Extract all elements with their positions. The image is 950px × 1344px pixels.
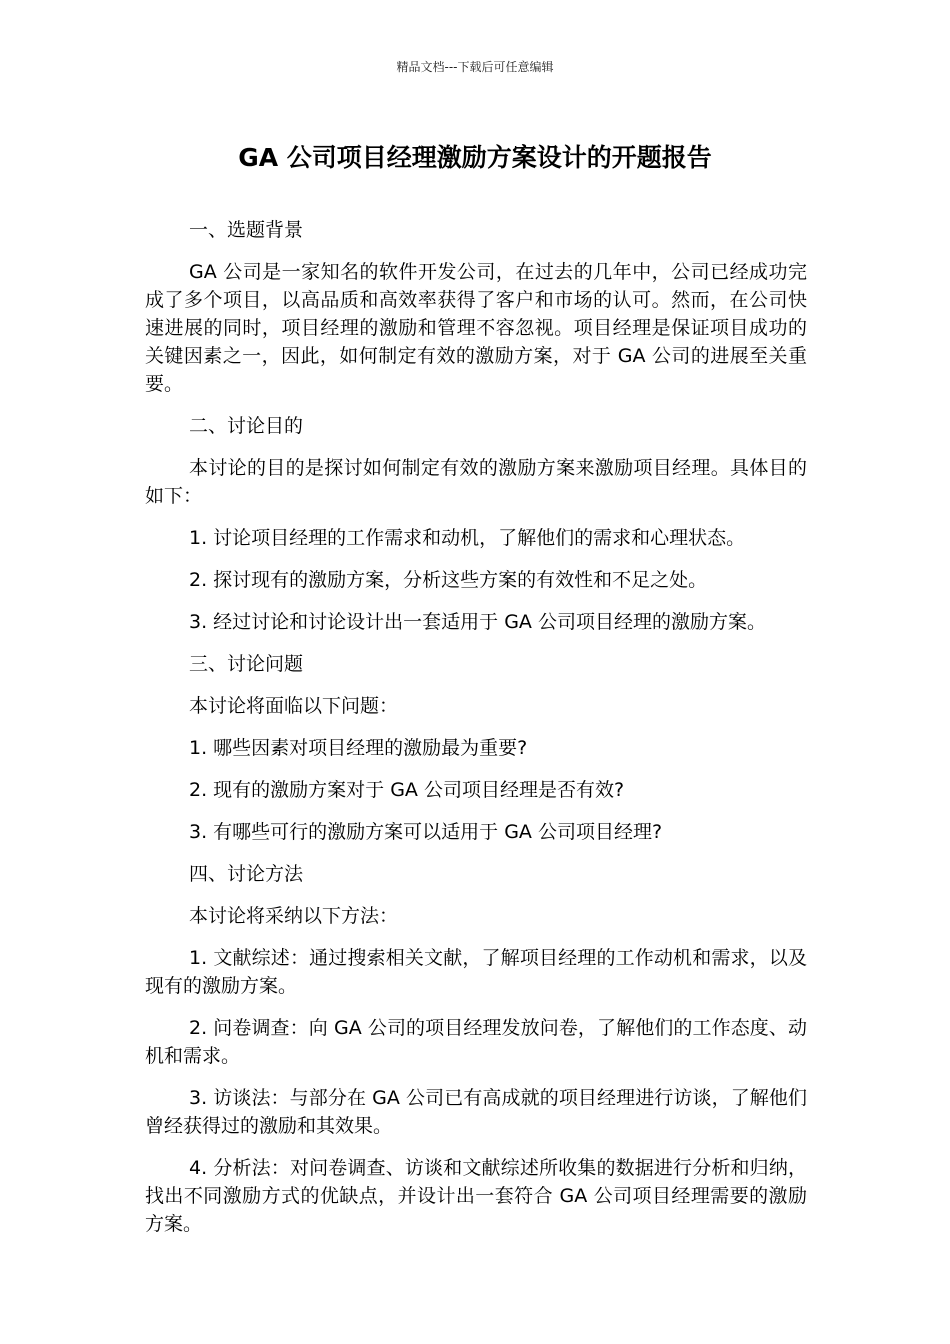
paragraph: 本讨论的目的是探讨如何制定有效的激励方案来激励项目经理。具体目的如下：	[145, 457, 807, 507]
list-item: 3. 有哪些可行的激励方案可以适用于 GA 公司项目经理?	[189, 821, 663, 843]
paragraph: 本讨论将面临以下问题：	[189, 695, 399, 717]
list-item: 2. 探讨现有的激励方案，分析这些方案的有效性和不足之处。	[189, 569, 708, 591]
header-watermark: 精品文档---下载后可任意编辑	[396, 60, 554, 74]
list-item: 1. 哪些因素对项目经理的激励最为重要?	[189, 737, 528, 759]
list-item: 4. 分析法：对问卷调查、访谈和文献综述所收集的数据进行分析和归纳，找出不同激励方式的优缺点，并设计出一套符合 GA 公司项目经理需要的激励方案。	[145, 1157, 807, 1235]
section-heading: 四、讨论方法	[189, 863, 304, 885]
list-item: 3. 访谈法：与部分在 GA 公司已有高成就的项目经理进行访谈，了解他们曾经获得过的激励和其效果。	[145, 1087, 807, 1137]
list-item: 3. 经过讨论和讨论设计出一套适用于 GA 公司项目经理的激励方案。	[189, 611, 766, 633]
document-body	[145, 216, 807, 1252]
paragraph: GA 公司是一家知名的软件开发公司，在过去的几年中，公司已经成功完成了多个项目，以高品质和高效率获得了客户和市场的认可。然而，在公司快速进展的同时，项目经理的激励和管理不容忽视。项目经理是保证项目成功的关键因素之一，因此，如何制定有效的激励方案，对于 GA 公司的进展至关重要。	[145, 261, 807, 395]
section-heading: 二、讨论目的	[189, 415, 304, 437]
paragraph: 本讨论将采纳以下方法：	[189, 905, 399, 927]
list-item: 2. 问卷调查：向 GA 公司的项目经理发放问卷，了解他们的工作态度、动机和需求。	[145, 1017, 807, 1067]
list-item: 2. 现有的激励方案对于 GA 公司项目经理是否有效?	[189, 779, 625, 801]
document-title: GA 公司项目经理激励方案设计的开题报告	[238, 143, 712, 172]
section-heading: 三、讨论问题	[189, 653, 304, 675]
list-item: 1. 文献综述：通过搜索相关文献，了解项目经理的工作动机和需求，以及现有的激励方案。	[145, 947, 807, 997]
section-heading: 一、选题背景	[189, 219, 304, 241]
list-item: 1. 讨论项目经理的工作需求和动机，了解他们的需求和心理状态。	[189, 527, 746, 549]
